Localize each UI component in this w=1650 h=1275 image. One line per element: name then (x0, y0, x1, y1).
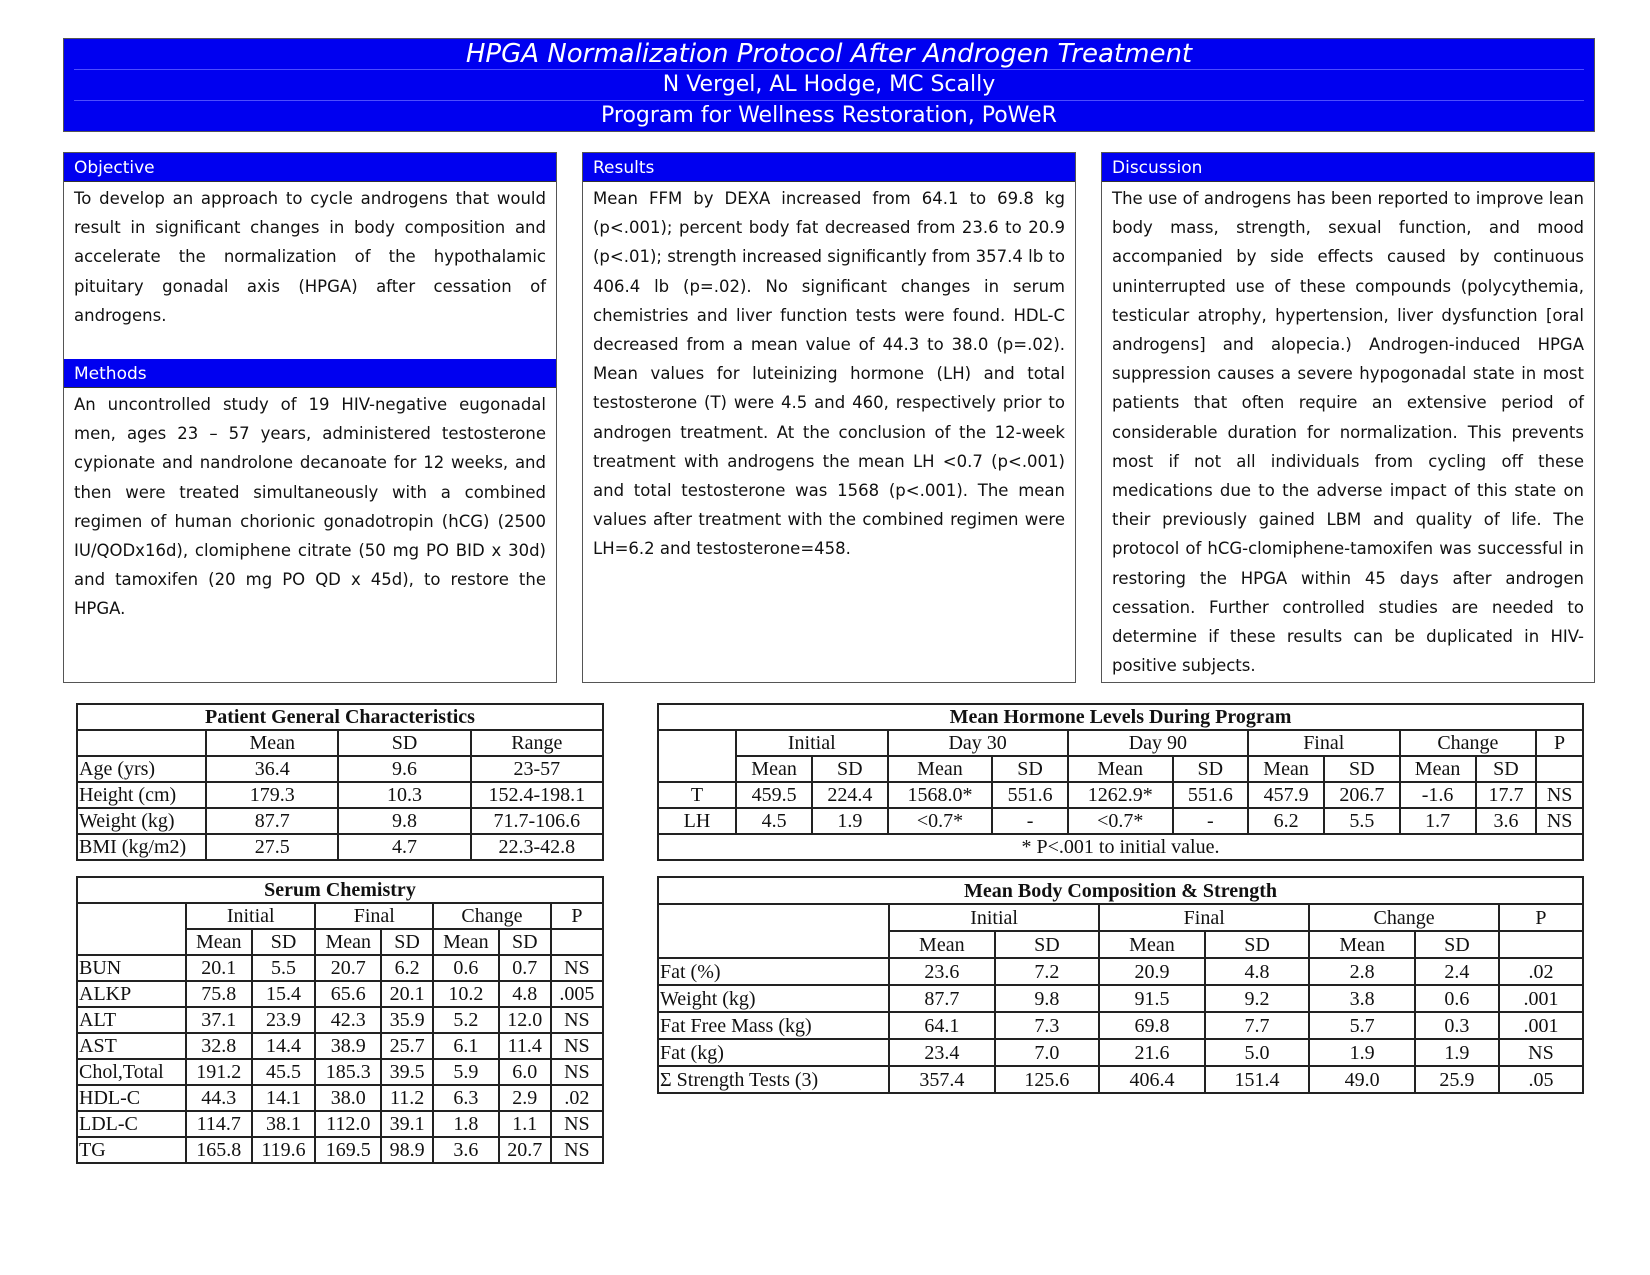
table-cell: .05 (1499, 1066, 1583, 1093)
table-row (77, 1059, 603, 1085)
table-cell: 7.2 (995, 958, 1100, 985)
column-header: Range (471, 730, 603, 756)
empty-cell (658, 904, 889, 958)
hormone-levels-table (657, 703, 1584, 861)
table-cell: NS (1536, 782, 1583, 808)
table-cell: 169.5 (315, 1137, 381, 1163)
left-column (63, 152, 557, 683)
objective-text: To develop an approach to cycle androgens that would result in significant changes in body composition and accelerate the normalization of the hypothalamic pituitary gonadal axis (HPGA) after cessation of androgens. (74, 189, 546, 325)
table-cell: NS (551, 1111, 603, 1137)
table-cell: 1.8 (433, 1111, 499, 1137)
discussion-text: The use of androgens has been reported to improve lean body mass, strength, sexual function, and mood accompanied by side effects caused by continuous uninterrupted use of these compounds (polycythemia, testicular atrophy, hypertension, liver dysfunction [oral androgens] and alopecia.) Androgen-induced HPGA suppression causes a severe hypogonadal state in most patients that often require an extensive period of considerable duration for normalization. This prevents most if not all individuals from cycling off these medications due to the adverse impact of this state on their previously gained LBM and quality of life. The protocol of hCG-clomiphene-tamoxifen was successful in restoring the HPGA within 45 days after androgen cessation. Further controlled studies are needed to determine if these results can be duplicated in HIV-positive subjects. (1112, 189, 1584, 676)
table-cell: TG (77, 1137, 186, 1163)
column-header: Mean (889, 931, 995, 958)
table-row (77, 1007, 603, 1033)
table-cell: 38.9 (315, 1033, 381, 1059)
table-cell: <0.7* (888, 808, 993, 834)
table-cell: 35.9 (381, 1007, 433, 1033)
title-row (658, 704, 1583, 730)
title-banner (63, 38, 1595, 132)
table-row (77, 955, 603, 981)
table-cell: 44.3 (186, 1085, 252, 1111)
table-cell: 25.7 (381, 1033, 433, 1059)
table-cell: 10.2 (433, 981, 499, 1007)
table-cell: -1.6 (1400, 782, 1476, 808)
table-cell: Age (yrs) (77, 756, 206, 782)
table-cell: 20.7 (315, 955, 381, 981)
table-cell: 21.6 (1099, 1039, 1205, 1066)
table-cell: 3.6 (433, 1137, 499, 1163)
table-cell: 357.4 (889, 1066, 995, 1093)
table-cell: 22.3-42.8 (471, 834, 603, 860)
column-header: Mean (1400, 756, 1476, 782)
column-header: SD (499, 929, 551, 955)
group-header: Initial (736, 730, 888, 756)
table-cell: 65.6 (315, 981, 381, 1007)
group-header: Final (315, 903, 433, 929)
group-header: Day 30 (888, 730, 1068, 756)
methods-heading: Methods (64, 359, 556, 388)
table-cell: 12.0 (499, 1007, 551, 1033)
table-cell: 112.0 (315, 1111, 381, 1137)
empty-cell (1536, 756, 1583, 782)
table-cell: 39.5 (381, 1059, 433, 1085)
middle-column (582, 152, 1076, 683)
column-header: Mean (1309, 931, 1415, 958)
table-cell: 0.6 (1415, 985, 1499, 1012)
table-footnote: * P<.001 to initial value. (658, 834, 1583, 860)
group-header: Change (1400, 730, 1537, 756)
table-cell: Height (cm) (77, 782, 206, 808)
column-header: SD (1476, 756, 1537, 782)
table-cell: - (1173, 808, 1248, 834)
table-cell: 98.9 (381, 1137, 433, 1163)
table-cell: 6.0 (499, 1059, 551, 1085)
table-cell: 4.8 (499, 981, 551, 1007)
table-cell: 114.7 (186, 1111, 252, 1137)
table-cell: 23.9 (252, 1007, 316, 1033)
group-header: Change (433, 903, 551, 929)
table-cell: NS (551, 1137, 603, 1163)
table-cell: 38.1 (252, 1111, 316, 1137)
patient-characteristics-table (76, 703, 604, 861)
table-cell: 5.5 (1324, 808, 1399, 834)
table-cell: .02 (551, 1085, 603, 1111)
table-cell: Weight (kg) (77, 808, 206, 834)
footnote-row (658, 834, 1583, 860)
table-cell: 2.9 (499, 1085, 551, 1111)
table-row (77, 1033, 603, 1059)
table-cell: 71.7-106.6 (471, 808, 603, 834)
group-header: P (1536, 730, 1583, 756)
table-cell: 20.7 (499, 1137, 551, 1163)
group-header-row (658, 730, 1583, 756)
table-cell: 5.0 (1205, 1039, 1310, 1066)
group-header: Final (1248, 730, 1400, 756)
table-cell: 406.4 (1099, 1066, 1205, 1093)
table-cell: 7.3 (995, 1012, 1100, 1039)
table-row (77, 1111, 603, 1137)
table-row (658, 1039, 1583, 1066)
table-cell: Fat (kg) (658, 1039, 889, 1066)
column-header: SD (252, 929, 316, 955)
table-cell: 6.2 (1248, 808, 1324, 834)
table-cell: 7.7 (1205, 1012, 1310, 1039)
table-cell: 6.3 (433, 1085, 499, 1111)
table-row (658, 782, 1583, 808)
table-row (658, 985, 1583, 1012)
table-cell: 23.4 (889, 1039, 995, 1066)
table-cell: 6.1 (433, 1033, 499, 1059)
column-header: Mean (1068, 756, 1173, 782)
group-header: P (551, 903, 603, 929)
table-cell: 179.3 (206, 782, 338, 808)
table-cell: 20.1 (186, 955, 252, 981)
table-cell: 185.3 (315, 1059, 381, 1085)
column-header: Mean (206, 730, 338, 756)
table-cell: 2.4 (1415, 958, 1499, 985)
table-row (77, 1085, 603, 1111)
table-cell: NS (1499, 1039, 1583, 1066)
table-cell: 4.5 (736, 808, 812, 834)
empty-cell (77, 903, 186, 955)
group-header-row (658, 904, 1583, 931)
methods-text: An uncontrolled study of 19 HIV-negative eugonadal men, ages 23 – 57 years, administered testosterone cypionate and nandrolone decanoate for 12 weeks, and then were treated simultaneously with a combined regimen of human chorionic gonadotropin (hCG) (2500 IU/QODx16d), clomiphene citrate (50 mg PO BID x 30d) and tamoxifen (20 mg PO QD x 45d), to restore the HPGA. (74, 395, 546, 619)
table-cell: LH (658, 808, 736, 834)
table-cell: 1262.9* (1068, 782, 1173, 808)
table-cell: 39.1 (381, 1111, 433, 1137)
table-cell: 224.4 (812, 782, 887, 808)
table-cell: <0.7* (1068, 808, 1173, 834)
table-cell: 15.4 (252, 981, 316, 1007)
table-cell: AST (77, 1033, 186, 1059)
table-title: Serum Chemistry (77, 877, 603, 903)
group-header: P (1499, 904, 1583, 931)
column-header: SD (338, 730, 470, 756)
table-cell: 1.7 (1400, 808, 1476, 834)
table-cell: Fat Free Mass (kg) (658, 1012, 889, 1039)
title-row (77, 704, 603, 730)
table-cell: 165.8 (186, 1137, 252, 1163)
table-cell: 9.6 (338, 756, 470, 782)
table-cell: 206.7 (1324, 782, 1399, 808)
table-cell: 10.3 (338, 782, 470, 808)
table-cell: 87.7 (889, 985, 995, 1012)
table-cell: NS (551, 1059, 603, 1085)
table-cell: 1.9 (812, 808, 887, 834)
table-cell: 5.2 (433, 1007, 499, 1033)
column-header: SD (381, 929, 433, 955)
group-header: Final (1099, 904, 1309, 931)
table-cell: 5.7 (1309, 1012, 1415, 1039)
empty-cell (658, 730, 736, 782)
table-cell: 23-57 (471, 756, 603, 782)
column-header: SD (1205, 931, 1310, 958)
table-cell: 3.8 (1309, 985, 1415, 1012)
table-cell: NS (1536, 808, 1583, 834)
table-cell: 20.9 (1099, 958, 1205, 985)
table-cell: Fat (%) (658, 958, 889, 985)
table-row (77, 1137, 603, 1163)
table-cell: 23.6 (889, 958, 995, 985)
table-title: Mean Body Composition & Strength (658, 877, 1583, 904)
table-cell: 119.6 (252, 1137, 316, 1163)
table-cell: 64.1 (889, 1012, 995, 1039)
group-header: Day 90 (1068, 730, 1248, 756)
table-cell: 4.7 (338, 834, 470, 860)
discussion-heading: Discussion (1102, 153, 1594, 182)
table-cell: 1.9 (1309, 1039, 1415, 1066)
table-cell: 459.5 (736, 782, 812, 808)
table-cell: 25.9 (1415, 1066, 1499, 1093)
table-cell: ALT (77, 1007, 186, 1033)
table-row (658, 808, 1583, 834)
table-cell: 14.4 (252, 1033, 316, 1059)
results-text: Mean FFM by DEXA increased from 64.1 to 69.8 kg (p<.001); percent body fat decreased from 23.6 to 20.9 (p<.01); strength increased significantly from 357.4 lb to 406.4 lb (p=.02). No significant changes in serum chemistries and liver function tests were found. HDL-C decreased from a mean value of 44.3 to 38.0 (p=.02). Mean values for luteinizing hormone (LH) and total testosterone (T) were 4.5 and 460, respectively prior to androgen treatment. At the conclusion of the 12-week treatment with androgens the mean LH <0.7 (p<.001) and total testosterone was 1568 (p<.001). The mean values after treatment with the combined regimen were LH=6.2 and testosterone=458. (593, 189, 1066, 559)
body-composition-table (657, 876, 1584, 1094)
table-cell: 75.8 (186, 981, 252, 1007)
table-cell: 9.8 (995, 985, 1100, 1012)
table-cell: 20.1 (381, 981, 433, 1007)
table-cell: 2.8 (1309, 958, 1415, 985)
poster-title: HPGA Normalization Protocol After Androgen Treatment (74, 39, 1584, 70)
column-header: Mean (1248, 756, 1324, 782)
header-row (77, 730, 603, 756)
table-cell: NS (551, 1007, 603, 1033)
table-cell: 0.7 (499, 955, 551, 981)
table-row (77, 834, 603, 860)
table-cell: .001 (1499, 1012, 1583, 1039)
table-cell: 11.4 (499, 1033, 551, 1059)
table-cell: 4.8 (1205, 958, 1310, 985)
results-heading: Results (583, 153, 1075, 182)
table-cell: BUN (77, 955, 186, 981)
table-cell: .02 (1499, 958, 1583, 985)
table-cell: 69.8 (1099, 1012, 1205, 1039)
table-cell: 14.1 (252, 1085, 316, 1111)
table-row (658, 958, 1583, 985)
table-cell: 91.5 (1099, 985, 1205, 1012)
table-cell: 151.4 (1205, 1066, 1310, 1093)
table-cell: 87.7 (206, 808, 338, 834)
table-cell: 27.5 (206, 834, 338, 860)
poster-program: Program for Wellness Restoration, PoWeR (601, 103, 1057, 128)
table-cell: ALKP (77, 981, 186, 1007)
table-row (77, 756, 603, 782)
objective-heading: Objective (64, 153, 556, 182)
title-row (658, 877, 1583, 904)
table-cell: Σ Strength Tests (3) (658, 1066, 889, 1093)
group-header: Initial (889, 904, 1099, 931)
column-header: SD (992, 756, 1067, 782)
column-header: Mean (433, 929, 499, 955)
table-cell: 1568.0* (888, 782, 993, 808)
table-cell: .005 (551, 981, 603, 1007)
table-row (77, 808, 603, 834)
table-cell: 9.2 (1205, 985, 1310, 1012)
table-cell: 38.0 (315, 1085, 381, 1111)
column-header: Mean (315, 929, 381, 955)
column-header: Mean (888, 756, 993, 782)
table-cell: 37.1 (186, 1007, 252, 1033)
table-cell: 3.6 (1476, 808, 1537, 834)
subheader-row (658, 756, 1583, 782)
table-cell: 152.4-198.1 (471, 782, 603, 808)
table-cell: 191.2 (186, 1059, 252, 1085)
empty-cell (77, 730, 206, 756)
table-cell: - (992, 808, 1067, 834)
title-row (77, 877, 603, 903)
table-title: Patient General Characteristics (77, 704, 603, 730)
table-cell: 5.5 (252, 955, 316, 981)
table-cell: Chol,Total (77, 1059, 186, 1085)
table-cell: Weight (kg) (658, 985, 889, 1012)
table-row (658, 1012, 1583, 1039)
table-cell: 32.8 (186, 1033, 252, 1059)
column-header: SD (1173, 756, 1248, 782)
group-header: Initial (186, 903, 315, 929)
table-cell: .001 (1499, 985, 1583, 1012)
table-cell: LDL-C (77, 1111, 186, 1137)
group-header: Change (1309, 904, 1499, 931)
column-header: SD (812, 756, 887, 782)
table-title: Mean Hormone Levels During Program (658, 704, 1583, 730)
table-cell: NS (551, 955, 603, 981)
table-cell: 42.3 (315, 1007, 381, 1033)
table-row (77, 782, 603, 808)
table-cell: 6.2 (381, 955, 433, 981)
column-header: Mean (736, 756, 812, 782)
table-cell: 17.7 (1476, 782, 1537, 808)
table-row (77, 981, 603, 1007)
column-header: SD (1415, 931, 1499, 958)
table-cell: 45.5 (252, 1059, 316, 1085)
table-cell: 551.6 (1173, 782, 1248, 808)
column-header: Mean (186, 929, 252, 955)
empty-cell (551, 929, 603, 955)
table-row (658, 1066, 1583, 1093)
table-cell: 7.0 (995, 1039, 1100, 1066)
table-cell: 0.6 (433, 955, 499, 981)
table-cell: HDL-C (77, 1085, 186, 1111)
empty-cell (1499, 931, 1583, 958)
table-cell: 9.8 (338, 808, 470, 834)
table-cell: 0.3 (1415, 1012, 1499, 1039)
table-cell: 125.6 (995, 1066, 1100, 1093)
table-cell: 5.9 (433, 1059, 499, 1085)
table-cell: BMI (kg/m2) (77, 834, 206, 860)
serum-chemistry-table (76, 876, 604, 1164)
table-cell: T (658, 782, 736, 808)
column-header: SD (1324, 756, 1399, 782)
group-header-row (77, 903, 603, 929)
table-cell: 11.2 (381, 1085, 433, 1111)
column-header: Mean (1099, 931, 1205, 958)
table-cell: 551.6 (992, 782, 1067, 808)
table-cell: 36.4 (206, 756, 338, 782)
table-cell: 49.0 (1309, 1066, 1415, 1093)
poster-authors: N Vergel, AL Hodge, MC Scally (74, 70, 1584, 101)
column-header: SD (995, 931, 1100, 958)
table-cell: NS (551, 1033, 603, 1059)
table-cell: 1.9 (1415, 1039, 1499, 1066)
table-cell: 1.1 (499, 1111, 551, 1137)
table-cell: 457.9 (1248, 782, 1324, 808)
right-column (1101, 152, 1595, 683)
